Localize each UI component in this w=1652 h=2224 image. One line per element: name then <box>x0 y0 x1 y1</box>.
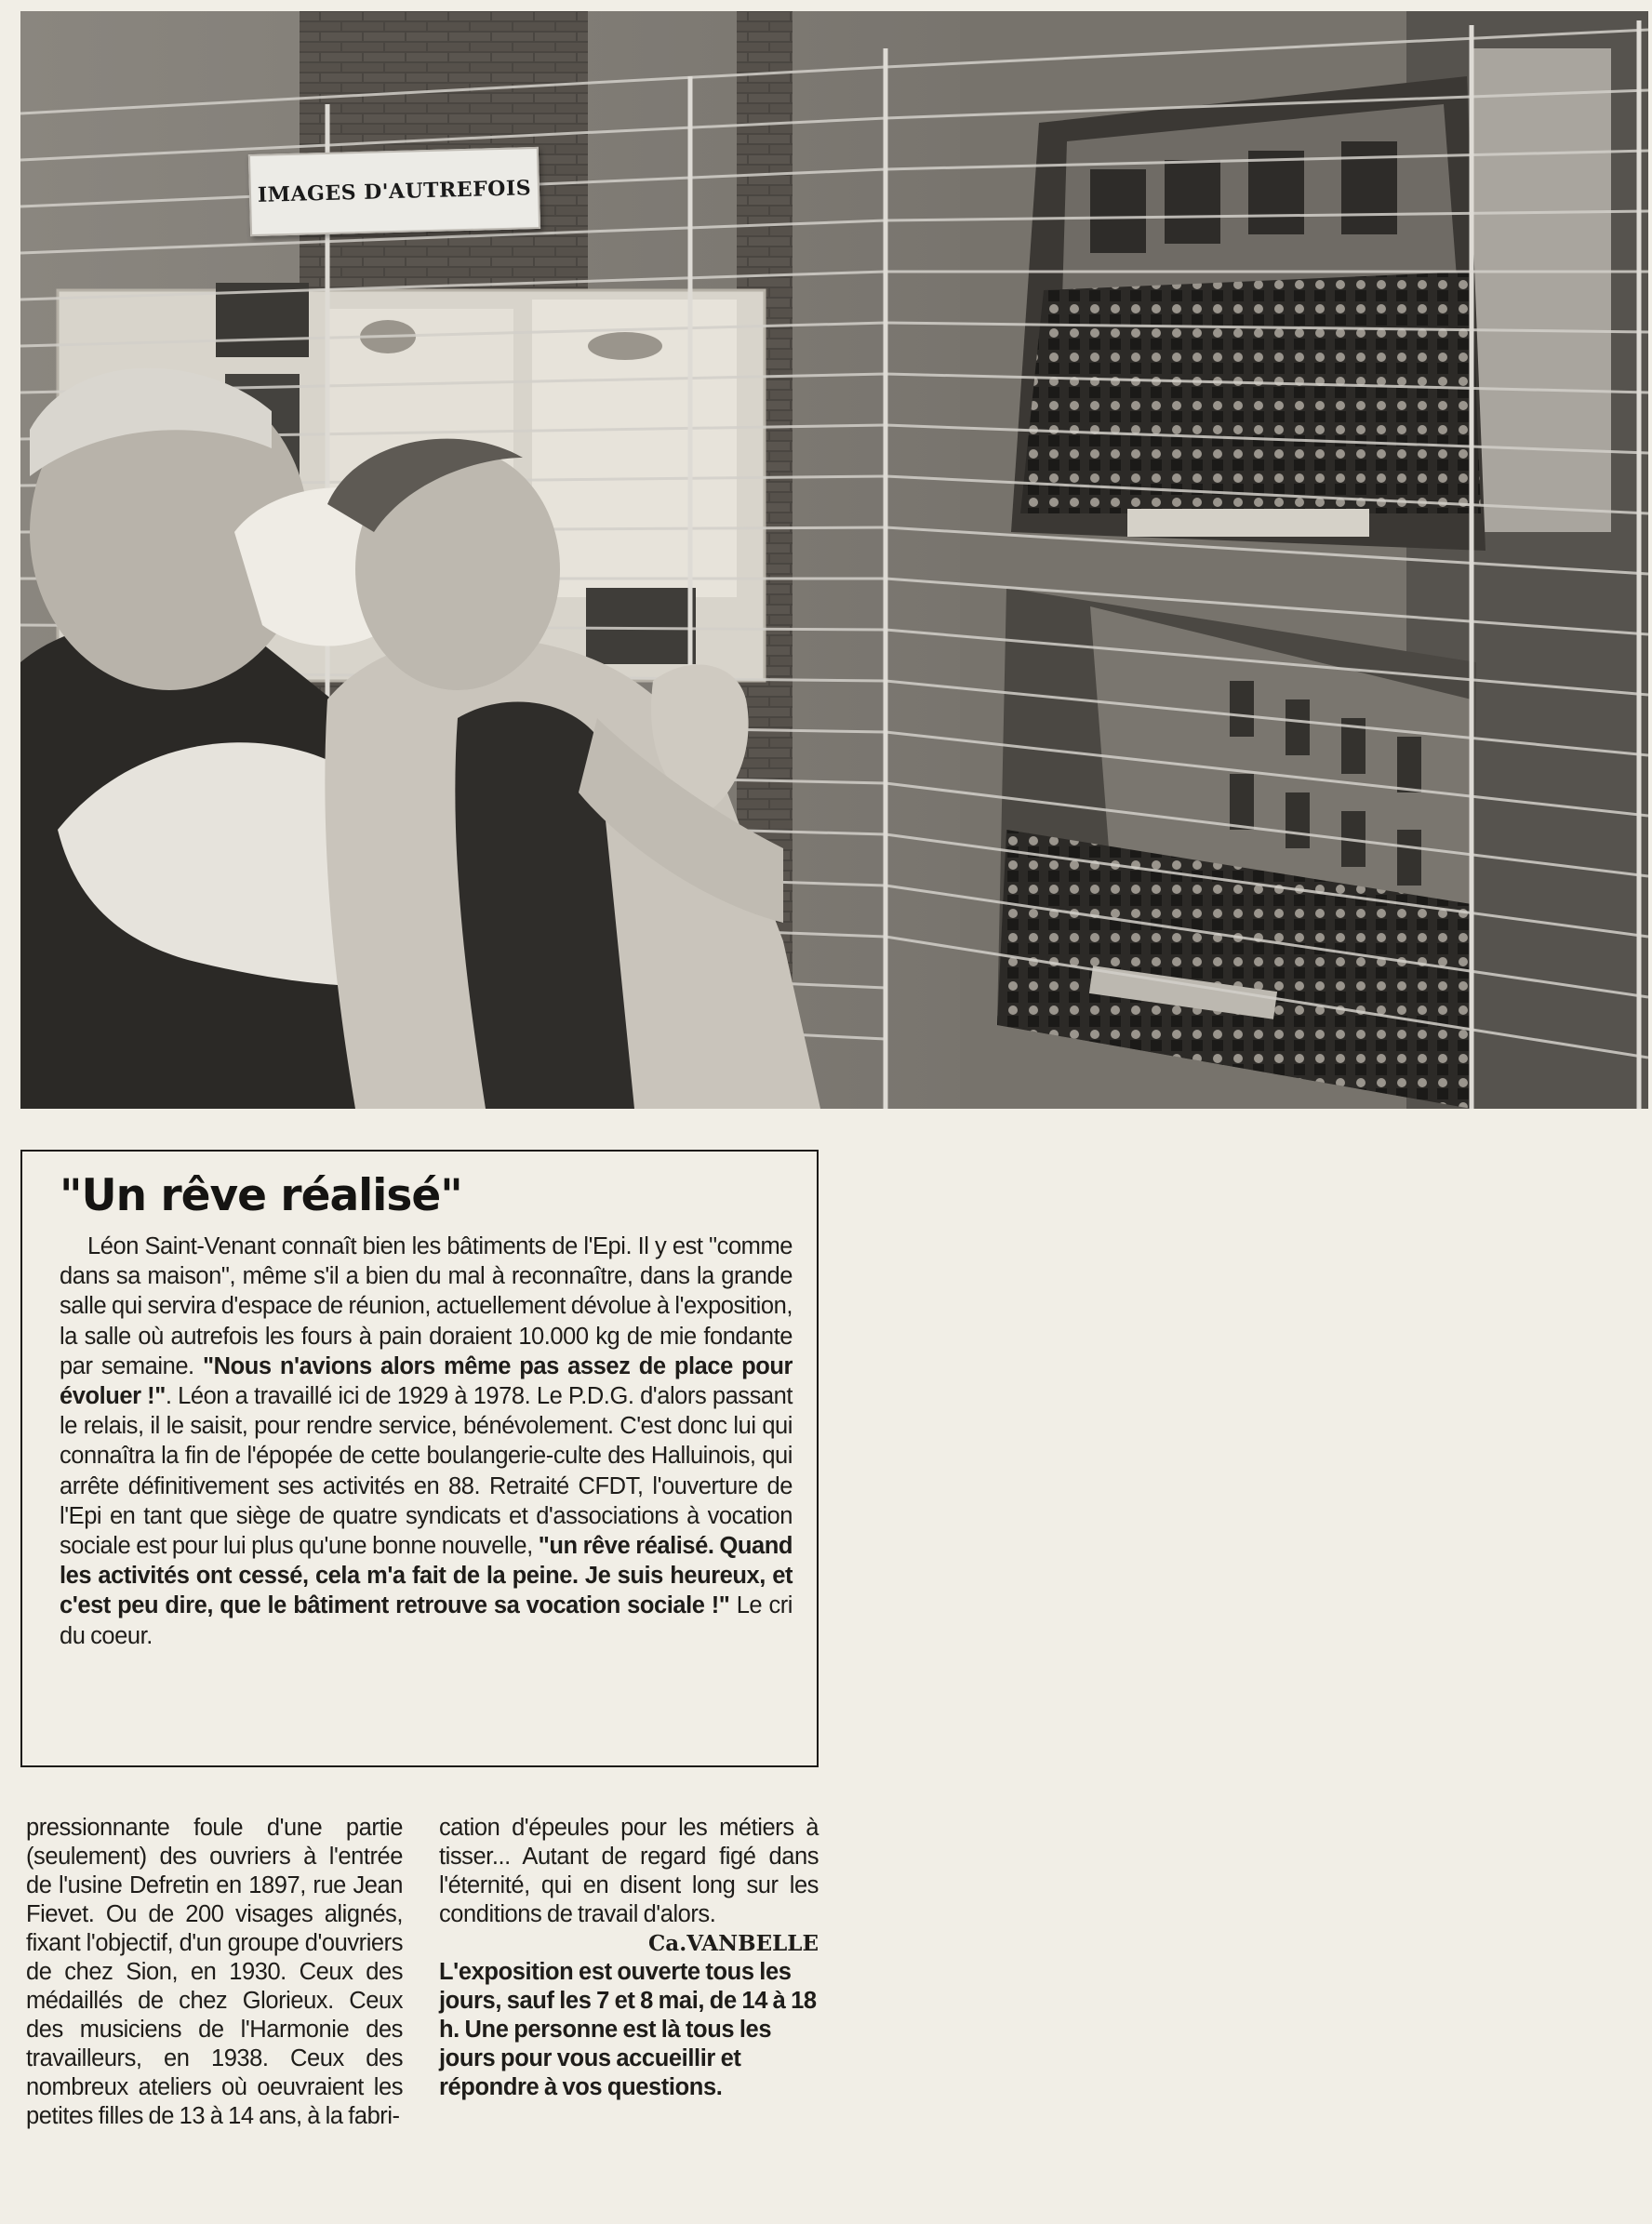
right-column <box>439 1814 819 2102</box>
exhibition-info: L'exposition est ouverte tous les jours, sauf les 7 et 8 mai, de 14 à 18 h. Une personne est là tous les jours pour vous accueillir et répondre à vos questions. <box>439 1959 817 2100</box>
quote-run: "Nous n'avions alors même pas assez de place pour évoluer !" <box>60 1352 793 1410</box>
left-column-text: pressionnante foule d'une partie (seulement) des ouvriers à l'entrée de l'usine Defretin en 1897, rue Jean Fievet. Ou de 200 visages alignés, fixant l'objectif, d'un groupe d'ouvriers de chez Sion, en 1930. Ceux des médaillés de chez Glorieux. Ceux des musiciens de l'Harmonie des travailleurs, en 1938. Ceux des nombreux ateliers où oeuvraient les petites filles de 13 à 14 ans, à la fabri- <box>26 1815 403 2129</box>
paragraph-run: . Léon a travaillé ici de 1929 à 1978. Le P.D.G. d'alors passant le relais, il le saisit, pour rendre service, bénévolement. C'est donc lui qui connaîtra la fin de l'épopée de cette boulangerie-culte des Halluinois, qui arrête définitivement ses activités en 88. Retraité CFDT, l'ouverture de l'Epi en tant que siège de quatre syndicats et d'associations à vocation sociale est pour lui plus qu'une bonne nouvelle, <box>60 1383 793 1560</box>
paragraph-run: Le cri du coeur. <box>60 1592 793 1649</box>
paragraph-run: Léon Saint-Venant connaît bien les bâtiments de l'Epi. Il y est "comme dans sa maison", même s'il a bien du mal à reconnaître, dans la grande salle qui servira d'espace de réunion, actuellement dévolue à l'exposition, la salle où autrefois les fours à pain doraient 10.000 kg de mie fondante par semaine. <box>60 1233 793 1379</box>
headline: "Un rêve réalisé" <box>60 1170 462 1221</box>
author-signature: Ca.VANBELLE <box>648 1931 819 1956</box>
right-column-text: cation d'épeules pour les métiers à tisser... Autant de regard figé dans l'éternité, qui en disent long sur les conditions de travail d'alors. <box>439 1815 819 1927</box>
left-column <box>26 1814 403 2131</box>
quote-run: "un rêve réalisé. Quand les activités ont cessé, cela m'a fait de la peine. Je suis heureux, et c'est peu dire, que le bâtiment retrouve sa vocation sociale !" <box>60 1533 793 1619</box>
boxed-article <box>20 1150 819 1767</box>
exhibition-sign-text: IMAGES D'AUTREFOIS <box>257 176 532 207</box>
article-paragraph <box>60 1232 793 1651</box>
exhibition-photo <box>20 11 1648 1109</box>
exhibition-sign <box>248 147 540 236</box>
